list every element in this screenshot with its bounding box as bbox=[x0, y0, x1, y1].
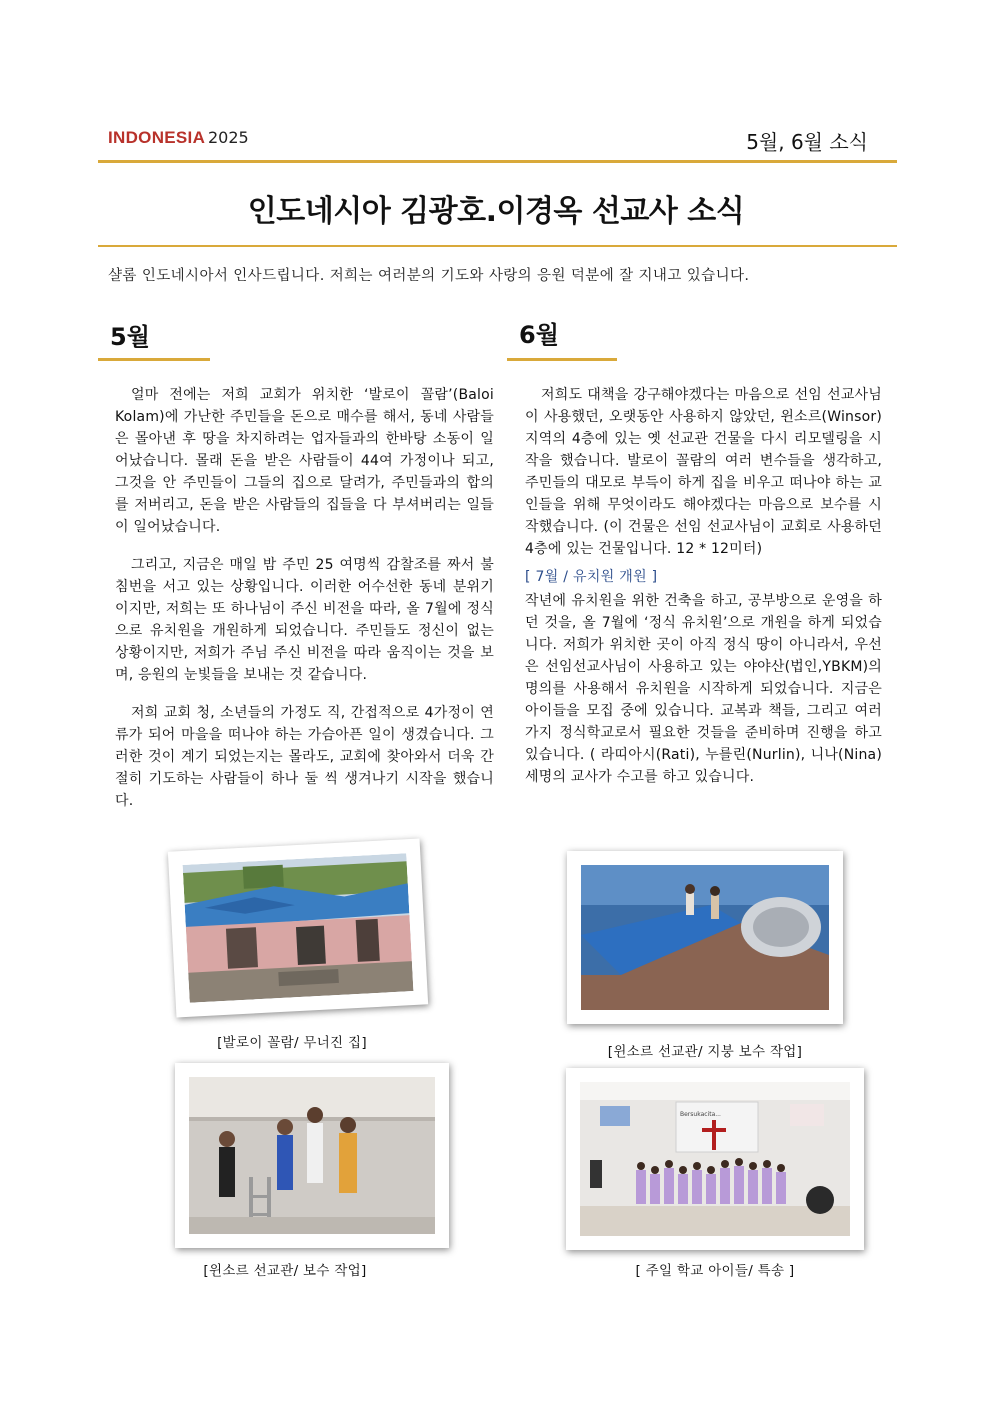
sunday-school-banner-text: Bersukacita... bbox=[680, 1111, 721, 1118]
title-rule bbox=[98, 245, 897, 247]
header-year: 2025 bbox=[208, 128, 249, 147]
photo-1-caption: [발로이 꼴람/ 무너진 집] bbox=[217, 1035, 367, 1051]
may-column bbox=[115, 384, 494, 812]
photo-repair-work bbox=[175, 1063, 449, 1248]
june-column bbox=[525, 384, 882, 788]
may-heading: 5월 bbox=[110, 323, 150, 351]
photo-4-caption: [ 주일 학교 아이들/ 특송 ] bbox=[635, 1263, 795, 1279]
header-issue: 5월, 6월 소식 bbox=[746, 130, 868, 154]
repair-work-image bbox=[189, 1077, 435, 1234]
header-country: INDONESIA bbox=[108, 128, 206, 147]
may-paragraph-3: 저희 교회 청, 소년들의 가정도 직, 간접적으로 4가정이 연류가 되어 마을을 떠나야 하는 가슴아픈 일이 생겼습니다. 그러한 것이 계기 되었는지는 몰라도, 교회에 찾아와서 더욱 간절히 기도하는 사람들이 하나 둘 씩 생겨나기 시작을 했습니다. bbox=[115, 705, 494, 809]
photo-3-caption: [윈소르 선교관/ 보수 작업] bbox=[203, 1263, 367, 1279]
june-heading-rule bbox=[507, 358, 617, 361]
may-heading-rule bbox=[98, 358, 210, 361]
page-title: 인도네시아 김광호.이경옥 선교사 소식 bbox=[247, 194, 745, 229]
greeting-text: 샬롬 인도네시아서 인사드립니다. 저희는 여러분의 기도와 사랑의 응원 덕분에 잘 지내고 있습니다. bbox=[108, 268, 750, 284]
header-rule bbox=[98, 160, 897, 163]
roof-repair-image bbox=[581, 865, 829, 1010]
june-paragraph-2: 작년에 유치원을 위한 건축을 하고, 공부방으로 운영을 하던 것을, 올 7월에 ‘정식 유치원’으로 개원을 하게 되었습니다. 저희가 위치한 곳이 아직 정식 땅이 아니라서, 우선은 선임선교사님이 사용하고 있는 야야산(법인,YBKM)의 명의를 사용해서 유치원을 시작하게 되었습니다. 지금은 아이들을 모집 중에 있습니다. 교복과 책들, 그리고 여러 가지 정식학교로서 필요한 것들을 준비하며 진행을 하고 있습니다. ( 라띠아시(Rati), 누를린(Nurlin), 니나(Nina) 세명의 교사가 수고를 하고 있습니다. bbox=[525, 593, 882, 785]
photo-collapsed-house bbox=[168, 839, 428, 1018]
collapsed-house-image bbox=[183, 853, 414, 1003]
photo-sunday-school bbox=[566, 1068, 864, 1250]
sunday-school-image bbox=[580, 1082, 850, 1236]
may-paragraph-1: 얼마 전에는 저희 교회가 위치한 ‘발로이 꼴람’(Baloi Kolam)에 가난한 주민들을 돈으로 매수를 해서, 동네 사람들은 몰아낸 후 땅을 차지하려는 업자들과의 한바탕 소동이 일어났습니다. 몰래 돈을 받은 사람들이 44여 가정이나 되고, 그것을 안 주민들이 그들의 집으로 달려가, 주민들과의 합의를 저버리고, 돈을 받은 사람들의 집들을 다 부셔버리는 일들이 일어났습니다. bbox=[115, 387, 494, 535]
photo-roof-repair bbox=[567, 851, 843, 1024]
photo-2-caption: [윈소르 선교관/ 지붕 보수 작업] bbox=[607, 1044, 803, 1060]
june-paragraph-1: 저희도 대책을 강구해야겠다는 마음으로 선임 선교사님이 사용했던, 오랫동안 사용하지 않았던, 윈소르(Winsor)지역의 4층에 있는 옛 선교관 건물을 다시 리모델링을 시작을 했습니다. 발로이 꼴람의 여러 변수들을 생각하고, 주민들의 대모로 부득이 하게 집을 비우고 떠나야 하는 교인들을 위해 무엇이라도 해야겠다는 마음으로 보수를 시작했습니다. (이 건물은 선임 선교사님이 교회로 사용하던 4층에 있는 건물입니다. 12 * 12미터) bbox=[525, 387, 882, 557]
june-heading: 6월 bbox=[519, 321, 559, 349]
may-paragraph-2: 그리고, 지금은 매일 밤 주민 25 여명씩 감찰조를 짜서 불침번을 서고 있는 상황입니다. 이러한 어수선한 동네 분위기 이지만, 저희는 또 하나님이 주신 비전을 따라, 올 7월에 정식으로 유치원을 개원하게 되었습니다. 주민들도 정신이 없는 상황이지만, 저희가 주님 주신 비전을 따라 움직이는 것을 보며, 응원의 눈빛들을 보내는 것 같습니다. bbox=[115, 557, 494, 683]
june-subheading: [ 7월 / 유치원 개원 ] bbox=[525, 569, 658, 585]
